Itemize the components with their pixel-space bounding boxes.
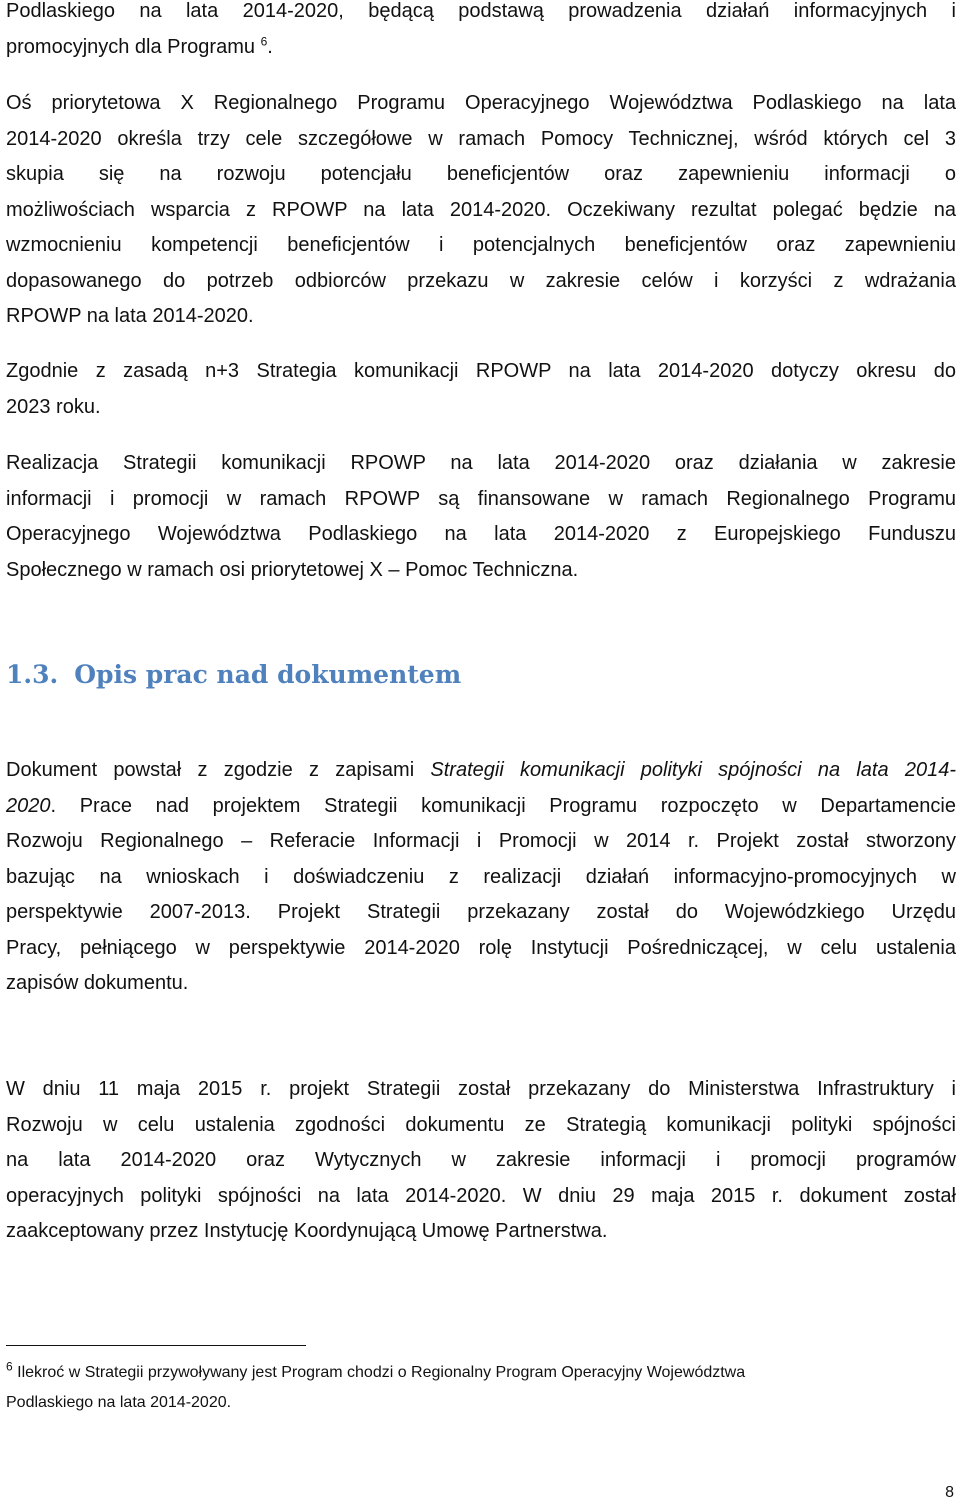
footnote-text: Ilekroć w Strategii przywoływany jest Program chodzi o Regionalny Program Operacyjny Województwa	[12, 1364, 746, 1381]
page-number: 8	[945, 1484, 954, 1501]
text-line: dopasowanego do potrzeb odbiorców przekazu w zakresie celów i korzyści z wdrażania	[6, 269, 956, 292]
section-heading	[6, 660, 461, 689]
text-line: Oś priorytetowa X Regionalnego Programu Operacyjnego Województwa Podlaskiego na lata	[6, 92, 956, 114]
text-line: operacyjnych polityki spójności na lata 2014-2020. W dniu 29 maja 2015 r. dokument został	[6, 1184, 956, 1207]
text-line: wzmocnieniu kompetencji beneficjentów i potencjalnych beneficjentów oraz zapewnieniu	[6, 234, 956, 256]
text-fragment: . Prace nad projektem Strategii komunikacji Programu rozpoczęto w Departamencie	[50, 794, 956, 817]
text-line: informacji i promocji w ramach RPOWP są finansowane w ramach Regionalnego Programu	[6, 487, 956, 510]
strategy-title-italic: Strategii komunikacji polityki spójności na lata 2014-	[430, 759, 956, 781]
paragraph-document-work	[6, 753, 956, 1002]
paragraph-intro-continuation	[6, 0, 956, 65]
strategy-title-italic: 2020	[6, 794, 51, 817]
text-line	[6, 753, 956, 789]
paragraph-priority-axis	[6, 86, 956, 335]
text-line: skupia się na rozwoju potencjału beneficjentów oraz zapewnieniu informacji o	[6, 163, 956, 185]
footnote-separator	[6, 1345, 306, 1346]
text-line: Operacyjnego Województwa Podlaskiego na lata 2014-2020 z Europejskiego Funduszu	[6, 523, 956, 545]
text-line: bazując na wnioskach i doświadczeniu z realizacji działań informacyjno-promocyjnych w	[6, 865, 956, 888]
text-line: zapisów dokumentu.	[6, 972, 189, 994]
text-line: Zgodnie z zasadą n+3 Strategia komunikacji RPOWP na lata 2014-2020 dotyczy okresu do	[6, 360, 956, 382]
footnote-text: Podlaskiego na lata 2014-2020.	[6, 1394, 232, 1411]
footnote-marker: 6	[6, 1359, 13, 1374]
text-line: Rozwoju w celu ustalenia zgodności dokumentu ze Strategią komunikacji polityki spójności	[6, 1113, 956, 1136]
text-line	[6, 30, 956, 66]
text-line: możliwościach wsparcia z RPOWP na lata 2014-2020. Oczekiwany rezultat polegać będzie na	[6, 198, 956, 221]
paragraph-n3-rule	[6, 354, 956, 425]
text-line: Społecznego w ramach osi priorytetowej X – Pomoc Techniczna.	[6, 558, 579, 581]
section-title: Opis prac nad dokumentem	[74, 660, 462, 689]
paragraph-financing	[6, 446, 956, 588]
footnote-reference: 6	[260, 33, 268, 48]
footnote	[6, 1358, 956, 1418]
text-line: Rozwoju Regionalnego – Referacie Informacji i Promocji w 2014 r. Projekt został stworzony	[6, 830, 956, 852]
section-number: 1.3.	[6, 660, 59, 689]
text-line: Podlaskiego na lata 2014-2020, będącą podstawą prowadzenia działań informacyjnych i	[6, 0, 956, 22]
text-line: zaakceptowany przez Instytucję Koordynującą Umowę Partnerstwa.	[6, 1220, 608, 1242]
text-line: W dniu 11 maja 2015 r. projekt Strategii został przekazany do Ministerstwa Infrastruktury i	[6, 1078, 956, 1100]
text-line: 2014-2020 określa trzy cele szczegółowe w ramach Pomocy Technicznej, wśród których cel 3	[6, 127, 956, 150]
text-line: RPOWP na lata 2014-2020.	[6, 305, 254, 327]
text-line: Pracy, pełniącego w perspektywie 2014-2020 rolę Instytucji Pośredniczącej, w celu ustalenia	[6, 936, 956, 959]
text-line: na lata 2014-2020 oraz Wytycznych w zakresie informacji i promocji programów	[6, 1149, 956, 1171]
text-line: perspektywie 2007-2013. Projekt Strategii przekazany został do Wojewódzkiego Urzędu	[6, 901, 956, 923]
text-line	[6, 789, 956, 825]
text-fragment: promocyjnych dla Programu	[6, 35, 255, 58]
text-fragment: .	[267, 35, 273, 58]
text-line: 2023 roku.	[6, 395, 101, 418]
paragraph-ministry	[6, 1072, 956, 1250]
text-fragment: Dokument powstał z zgodzie z zapisami	[6, 759, 431, 781]
text-line: Realizacja Strategii komunikacji RPOWP na lata 2014-2020 oraz działania w zakresie	[6, 452, 956, 474]
